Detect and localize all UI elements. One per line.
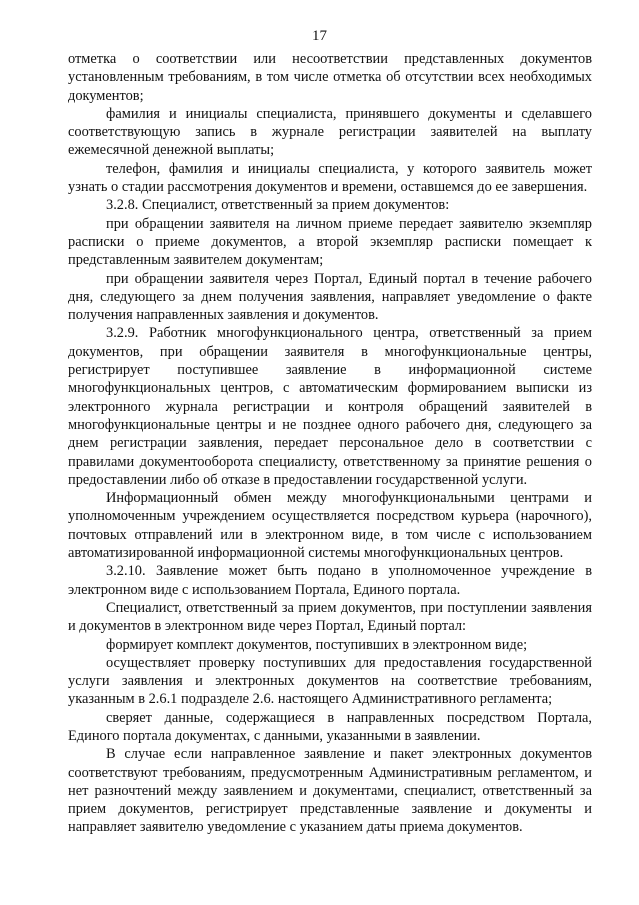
paragraph: Информационный обмен между многофункциональными центрами и уполномоченным учреждением осуществляется посредством курьера (нарочного), почтовых отправлений или в электронном виде, в том числе с использованием автоматизированной информационной системы многофункциональных центров. [68, 490, 592, 562]
paragraph: Специалист, ответственный за прием документов, при поступлении заявления и документов в электронном виде через Портал, Единый портал: [68, 599, 592, 635]
paragraph: 3.2.8. Специалист, ответственный за прием документов: [106, 197, 450, 214]
paragraph: фамилия и инициалы специалиста, принявшего документы и сделавшего соответствующую запись в журнале регистрации заявителей на выплату ежемесячной денежной выплаты; [68, 105, 592, 159]
document-body [68, 50, 592, 837]
paragraph: 3.2.9. Работник многофункционального центра, ответственный за прием документов, при обращении заявителя в многофункциональные центры, регистрирует поступившее заявление в информационной системе многофункциональных центров, с автоматическим формированием выписки из электронного журнала регистрации и контроля обращений заявителей в многофункциональные центры и не позднее одного рабочего дня, следующего за днем регистрации заявления, передает персональное дело в соответствии с правилами документооборота специалисту, ответственному за принятие решения о предоставлении либо об отказе в предоставлении государственной услуги. [68, 325, 592, 488]
paragraph: при обращении заявителя через Портал, Единый портал в течение рабочего дня, следующего за днем получения заявления, направляет уведомление о факте получения направленных заявления и документов. [68, 270, 592, 324]
paragraph: осуществляет проверку поступивших для предоставления государственной услуги заявления и электронных документов на соответствие требованиям, указанным в 2.6.1 подразделе 2.6. настоящего Административного регламента; [68, 654, 592, 708]
paragraph: отметка о соответствии или несоответствии представленных документов установленным требованиям, в том числе отметка об отсутствии всех необходимых документов; [68, 51, 592, 104]
paragraph: телефон, фамилия и инициалы специалиста, у которого заявитель может узнать о стадии рассмотрения документов и времени, оставшемся до ее завершения. [68, 160, 592, 196]
paragraph: формирует комплект документов, поступивших в электронном виде; [106, 636, 528, 653]
paragraph: при обращении заявителя на личном приеме передает заявителю экземпляр расписки о приеме документов, а второй экземпляр расписки помещает к представленным заявителем документам; [68, 215, 592, 269]
paragraph: 3.2.10. Заявление может быть подано в уполномоченное учреждение в электронном виде с использованием Портала, Единого портала. [68, 563, 592, 598]
paragraph: В случае если направленное заявление и пакет электронных документов соответствуют требованиям, предусмотренным Административным регламентом, и нет разночтений между заявлением и документами, специалист, ответственный за прием документов, регистрирует представленные заявление и документы и направляет заявителю уведомление с указанием даты приема документов. [68, 746, 592, 836]
page-number: 17 [312, 28, 327, 44]
paragraph: сверяет данные, содержащиеся в направленных посредством Портала, Единого портала документах, с данными, указанными в заявлении. [68, 709, 592, 744]
